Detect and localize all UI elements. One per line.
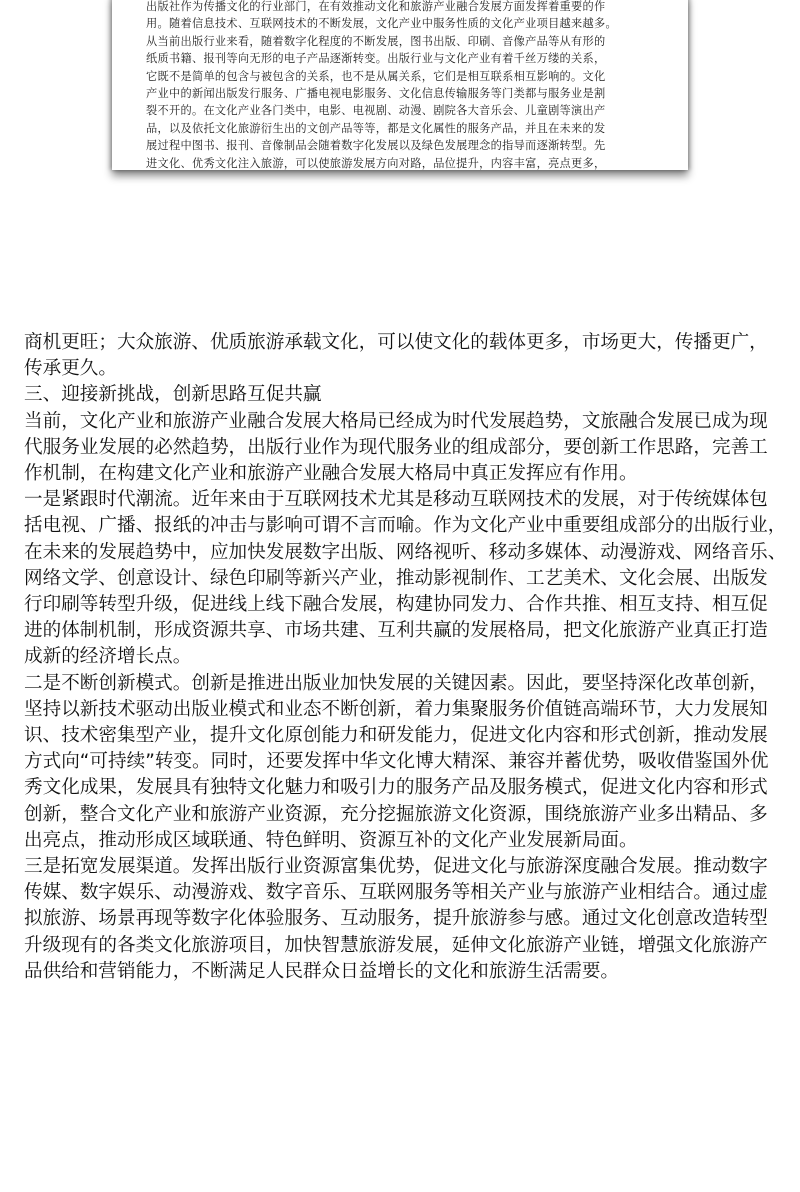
body-text-line: 括电视、广播、报纸的冲击与影响可谓不言而喻。作为文化产业中重要组成部分的出版行业， [24,515,787,537]
preview-text-line: 用。随着信息技术、互联网技术的不断发展，文化产业中服务性质的文化产业项目越来越多。 [146,17,617,31]
body-text-line: 拟旅游、场景再现等数字化体验服务、互动服务，提升旅游参与感。通过文化创意改造转型 [24,908,768,930]
preview-text-line: 纸质书籍、报刊等向无形的电子产品逐渐转变。出版行业与文化产业有着千丝万缕的关系， [146,52,606,66]
body-text-line: 出亮点，推动形成区域联通、特色鲜明、资源互补的文化产业发展新局面。 [24,829,638,851]
article-body [24,330,787,985]
preview-text-line: 进文化、优秀文化注入旅游，可以使旅游发展方向对路，品位提升，内容丰富，亮点更多， [146,156,606,170]
body-text-line: 商机更旺；大众旅游、优质旅游承载文化，可以使文化的载体更多，市场更大，传播更广， [24,332,768,353]
body-text-line: 三是拓宽发展渠道。发挥出版行业资源富集优势，促进文化与旅游深度融合发展。推动数字 [24,856,768,878]
body-text-line: 成新的经济增长点。 [24,646,192,668]
body-text-line: 坚持以新技术驱动出版业模式和业态不断创新，着力集聚服务价值链高端环节，大力发展知 [24,698,768,720]
body-text-line: 在未来的发展趋势中，应加快发展数字出版、网络视听、移动多媒体、动漫游戏、网络音乐、 [24,541,787,563]
body-text-line: 二是不断创新模式。创新是推进出版业加快发展的关键因素。因此，要坚持深化改革创新， [24,672,768,694]
body-text-line: 秀文化成果，发展具有独特文化魅力和吸引力的服务产品及服务模式，促进文化内容和形式 [24,777,768,799]
body-text-line: 作机制，在构建文化产业和旅游产业融合发展大格局中真正发挥应有作用。 [24,463,638,485]
preview-text-line: 从当前出版行业来看，随着数字化程度的不断发展，图书出版、印刷、音像产品等从有形的 [146,34,606,48]
body-text-line: 一是紧跟时代潮流。近年来由于互联网技术尤其是移动互联网技术的发展，对于传统媒体包 [24,489,768,511]
body-text-line: 创新，整合文化产业和旅游产业资源，充分挖掘旅游文化资源，围绕旅游产业多出精品、多 [24,803,768,825]
body-text-line: 传承更久。 [24,358,117,380]
body-text-line: 当前，文化产业和旅游产业融合发展大格局已经成为时代发展趋势，文旅融合发展已成为现 [24,410,768,432]
body-text-line: 升级现有的各类文化旅游项目，加快智慧旅游发展，延伸文化旅游产业链，增强文化旅游产 [24,934,768,956]
body-text-line: 品供给和营销能力，不断满足人民群众日益增长的文化和旅游生活需要。 [24,960,620,982]
preview-text-line: 展过程中图书、报刊、音像制品会随着数字化发展以及绿色发展理念的指导而逐渐转型。先 [146,139,606,153]
body-text-line: 传媒、数字娱乐、动漫游戏、数字音乐、互联网服务等相关产业与旅游产业相结合。通过虚 [24,882,768,904]
body-text-line: 行印刷等转型升级，促进线上线下融合发展，构建协同发力、合作共推、相互支持、相互促 [24,594,768,616]
body-text-line: 代服务业发展的必然趋势，出版行业作为现代服务业的组成部分，要创新工作思路，完善工 [24,436,768,458]
body-text-line: 方式向“可持续”转变。同时，还要发挥中华文化博大精深、兼容并蓄优势，吸收借鉴国外优 [24,751,769,773]
body-text-line: 网络文学、创意设计、绿色印刷等新兴产业，推动影视制作、工艺美术、文化会展、出版发 [24,567,768,589]
preview-text-line: 产业中的新闻出版发行服务、广播电视电影服务、文化信息传输服务等门类都与服务业是割 [146,87,606,100]
preview-text-line: 裂不开的。在文化产业各门类中，电影、电视剧、动漫、剧院各大音乐会、儿童剧等演出产 [146,104,606,118]
document-page-preview [112,0,688,170]
body-text-line: 进的体制机制，形成资源共享、市场共建、互利共赢的发展格局，把文化旅游产业真正打造 [24,620,768,642]
preview-text-line: 出版社作为传播文化的行业部门，在有效推动文化和旅游产业融合发展方面发挥着重要的作 [146,0,606,13]
body-text-line: 识、技术密集型产业，提升文化原创能力和研发能力，促进文化内容和形式创新，推动发展 [24,725,768,747]
preview-text-line: 品，以及依托文化旅游衍生出的文创产品等等，都是文化属性的服务产品，并且在未来的发 [146,121,606,135]
preview-text-line: 它既不是简单的包含与被包含的关系，也不是从属关系，它们是相互联系相互影响的。文化 [146,69,606,83]
section-heading: 三、迎接新挑战，创新思路互促共赢 [24,384,322,406]
